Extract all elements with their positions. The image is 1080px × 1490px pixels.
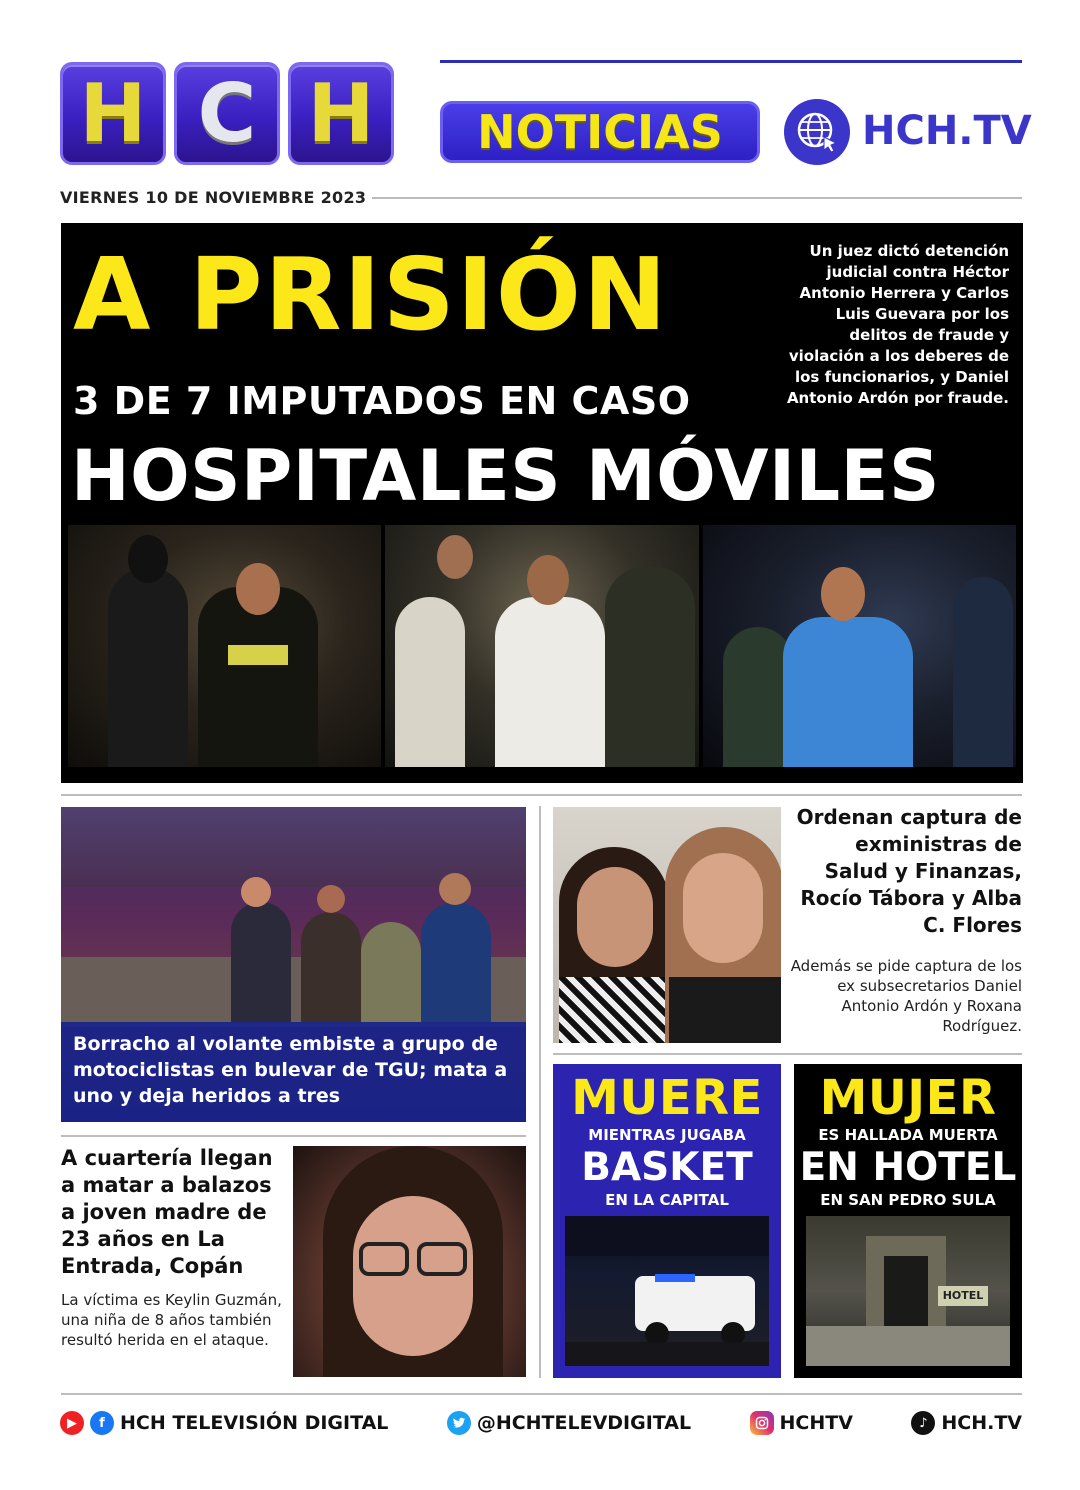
logo-letter-h2: H bbox=[288, 62, 394, 165]
basket-line-2: BASKET bbox=[581, 1145, 753, 1190]
ministras-photo bbox=[553, 807, 781, 1043]
basket-line-3: EN LA CAPITAL bbox=[605, 1191, 729, 1209]
hch-logo[interactable] bbox=[60, 62, 394, 165]
police-truck-photo bbox=[565, 1216, 769, 1366]
hero-kicker: A PRISIÓN bbox=[73, 236, 669, 353]
twitter-icon bbox=[447, 1411, 471, 1435]
section-badge: NOTICIAS bbox=[440, 101, 760, 163]
hotel-line-3: EN SAN PEDRO SULA bbox=[820, 1191, 996, 1209]
social-footer bbox=[60, 1405, 1022, 1441]
madre-headline[interactable]: A cuartería llegan a matar a balazos a joven madre de 23 años en La Entrada, Copán bbox=[61, 1146, 273, 1278]
header-divider bbox=[440, 60, 1022, 63]
social-label-4: HCH.TV bbox=[941, 1412, 1022, 1434]
hero-photo-arrest-2 bbox=[385, 525, 698, 767]
social-facebook-youtube[interactable] bbox=[60, 1411, 388, 1435]
basket-line-1: MIENTRAS JUGABA bbox=[588, 1126, 746, 1144]
hero-title: HOSPITALES MÓVILES bbox=[71, 435, 940, 517]
right-column-divider bbox=[553, 1053, 1022, 1055]
logo-letter-c: C bbox=[174, 62, 280, 165]
madre-body: La víctima es Keylin Guzmán, una niña de 8 años también resultó herida en el ataque. bbox=[61, 1291, 282, 1349]
logo-letter-h1: H bbox=[60, 62, 166, 165]
hero-photo-arrest-1 bbox=[68, 525, 381, 767]
hotel-sign: HOTEL bbox=[938, 1286, 988, 1306]
crash-headline: Borracho al volante embiste a grupo de motociclistas en bulevar de TGU; mata a uno y deja heridos a tres bbox=[61, 1022, 526, 1122]
social-label-1: HCH TELEVISIÓN DIGITAL bbox=[120, 1412, 389, 1434]
hotel-kicker: MUJER bbox=[819, 1070, 997, 1126]
ministras-body: Además se pide captura de los ex subsecretarios Daniel Antonio Ardón y Roxana Rodríguez. bbox=[790, 957, 1022, 1035]
date-divider bbox=[372, 197, 1022, 199]
hero-photo-arrest-3 bbox=[703, 525, 1016, 767]
left-column-divider bbox=[61, 1135, 526, 1137]
hero-story[interactable] bbox=[61, 223, 1023, 783]
footer-divider bbox=[61, 1393, 1022, 1395]
crash-story[interactable] bbox=[61, 807, 526, 1122]
hotel-line-1: ES HALLADA MUERTA bbox=[818, 1126, 998, 1144]
column-divider bbox=[539, 806, 541, 1378]
issue-date: VIERNES 10 DE NOVIEMBRE 2023 bbox=[60, 188, 367, 207]
basket-story-box[interactable] bbox=[553, 1064, 781, 1378]
hero-photo-strip bbox=[68, 525, 1016, 767]
social-label-3: HCHTV bbox=[779, 1412, 853, 1434]
hero-subtitle: 3 DE 7 IMPUTADOS EN CASO bbox=[73, 379, 691, 423]
social-twitter[interactable] bbox=[447, 1411, 691, 1435]
basket-kicker: MUERE bbox=[571, 1070, 763, 1126]
hotel-story-box[interactable] bbox=[794, 1064, 1022, 1378]
section-divider-top bbox=[61, 794, 1022, 796]
tiktok-icon: ♪ bbox=[911, 1411, 935, 1435]
instagram-icon bbox=[750, 1411, 774, 1435]
website-label[interactable]: HCH.TV bbox=[862, 108, 1032, 154]
facebook-icon: f bbox=[90, 1411, 114, 1435]
victim-photo bbox=[293, 1146, 526, 1377]
globe-icon bbox=[784, 99, 850, 165]
social-label-2: @HCHTELEVDIGITAL bbox=[476, 1412, 692, 1434]
social-instagram[interactable] bbox=[750, 1411, 853, 1435]
hotel-corridor-photo bbox=[806, 1216, 1010, 1366]
hotel-line-2: EN HOTEL bbox=[799, 1145, 1017, 1190]
hero-dek: Un juez dictó detención judicial contra Héctor Antonio Herrera y Carlos Luis Guevara por los delitos de fraude y violación a los deberes de los funcionarios, y Daniel Antonio Ardón por fraude. bbox=[786, 242, 1009, 407]
social-tiktok[interactable] bbox=[911, 1411, 1022, 1435]
ministras-headline[interactable]: Ordenan captura de exministras de Salud y Finanzas, Rocío Tábora y Alba C. Flores bbox=[796, 805, 1022, 937]
dateline bbox=[60, 188, 1022, 207]
youtube-icon: ▶ bbox=[60, 1411, 84, 1435]
